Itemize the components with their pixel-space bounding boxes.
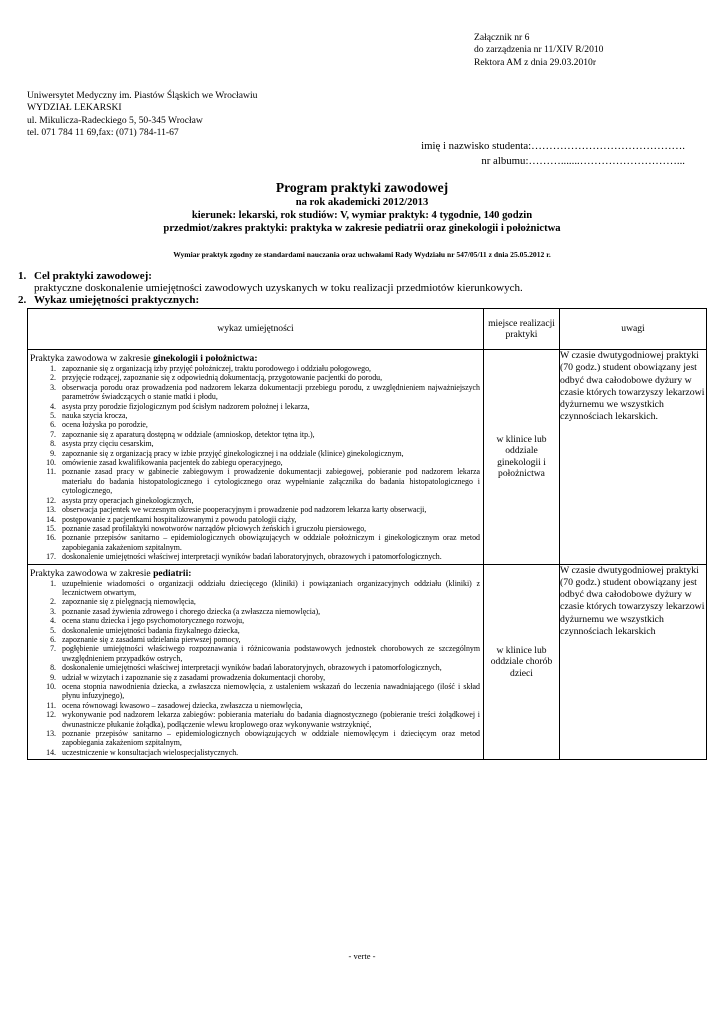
ped-section-title — [28, 565, 483, 579]
gyn-skills-cell — [28, 350, 484, 565]
list-item: 2. zapoznanie się z pielęgnacją niemowlęcia, — [58, 597, 480, 606]
list-item: 6. zapoznanie się z zasadami udzielania pierwszej pomocy, — [58, 635, 480, 644]
list-item: 7. zapoznanie się z aparaturą dostępną w oddziale (amnioskop, detektor tętna itp.), — [58, 430, 480, 439]
list-item: 14. uczestniczenie w konsultacjach wielospecjalistycznych. — [58, 748, 480, 757]
gyn-notes: W czasie dwutygodniowej praktyki (70 godz.) student obowiązany jest odbyć dwa całodobowe dyżury w czasie których towarzyszy lekarzowi dyżurnemu we wszystkich czynnościach lekarskich. — [560, 350, 707, 565]
table-header-row — [28, 309, 707, 350]
section-1-text: praktyczne doskonalenie umiejętności zawodowych uzyskanych w toku realizacji przedmiotów kierunkowych. — [34, 282, 523, 295]
list-item: 11. poznanie zasad pracy w gabinecie zabiegowym i prowadzenie dokumentacji zabiegowej, pobieranie pod nadzorem lekarza materiału do badania histopatologicznego i cytologicznego oraz wypełnianie załącznika do badania histopatologicznego i cytologicznego, — [58, 467, 480, 495]
skills-table — [27, 308, 707, 760]
annex-line: Rektora AM z dnia 29.03.2010r — [474, 56, 597, 68]
list-item: 9. zapoznanie się z organizacją pracy w izbie przyjęć ginekologicznej i na oddziale (klinice) ginekologicznym, — [58, 449, 480, 458]
list-item: 3. obserwacja porodu oraz prowadzenia pod nadzorem lekarza dokumentacji przebiegu porodu, z uwzględnieniem najważniejszych parametrów świadczących o stanie matki i płodu, — [58, 383, 480, 402]
document-title: Program praktyki zawodowej — [275, 180, 449, 195]
student-fields — [421, 139, 685, 169]
student-name-field: imię i nazwisko studenta:……………………………………. — [421, 140, 685, 152]
list-item: 1. uzupełnienie wiadomości o organizacji oddziału dziecięcego (kliniki) i powiązaniach organizacyjnych oddziału (kliniki) z lecznictwem otwartym, — [58, 579, 480, 598]
list-item: 8. doskonalenie umiejętności właściwej interpretacji wyników badań laboratoryjnych, obrazowych i patomorfologicznych, — [58, 663, 480, 672]
section-2-heading — [18, 294, 523, 306]
academic-year: na rok akademicki 2012/2013 — [295, 197, 429, 208]
ped-skill-list — [28, 579, 483, 758]
list-item: 10. omówienie zasad kwalifikowania pacjentek do zabiegu operacyjnego, — [58, 458, 480, 467]
ped-notes: W czasie dwutygodniowej praktyki (70 godz.) student obowiązany jest odbyć dwa całodobowe dyżury w czasie których towarzyszy lekarzowi dyżurnemu we wszystkich czynnościach lekarskich — [560, 564, 707, 760]
list-item: 5. nauka szycia krocza, — [58, 411, 480, 420]
university-address — [27, 90, 257, 140]
title-prefix: Praktyka zawodowa w zakresie — [30, 353, 154, 364]
section-number: 1. — [18, 270, 27, 282]
header-skills: wykaz umiejętności — [28, 309, 484, 350]
table-row — [28, 564, 707, 760]
verte-note: - verte - — [348, 951, 376, 961]
list-item: 16. poznanie przepisów sanitarno – epidemiologicznych obowiązujących w oddziale położniczym i ginekologicznym oraz metod zapobiegania zakażeniom szpitalnym. — [58, 533, 480, 552]
gyn-skill-list — [28, 364, 483, 562]
annex-line: Załącznik nr 6 — [474, 32, 530, 43]
list-item: 10. ocena stopnia nawodnienia dziecka, a zwłaszcza niemowlęcia, z ustaleniem wskazań do leczenia nawadniającego (ilość i skład płynu infuzyjnego), — [58, 682, 480, 701]
faculty-name: WYDZIAŁ LEKARSKI — [27, 102, 122, 114]
gyn-section-title — [28, 350, 483, 364]
sections — [18, 270, 523, 307]
list-item: 13. obserwacja pacjentek we wczesnym okresie pooperacyjnym i prowadzenie pod nadzorem lekarza karty obserwacji, — [58, 505, 480, 514]
list-item: 1. zapoznanie się z organizacją izby przyjęć położniczej, traktu porodowego i oddziału połogowego, — [58, 364, 480, 373]
gyn-place: w klinice lub oddziale ginekologii i położnictwa — [484, 350, 560, 565]
table-row — [28, 350, 707, 565]
university-name: Uniwersytet Medyczny im. Piastów Śląskich we Wrocławiu — [27, 90, 258, 101]
list-item: 14. postępowanie z pacjentkami hospitalizowanymi z powodu patologii ciąży, — [58, 515, 480, 524]
list-item: 4. ocena stanu dziecka i jego psychomotorycznego rozwoju, — [58, 616, 480, 625]
practice-subject: przedmiot/zakres praktyki: praktyka w zakresie pediatrii oraz ginekologii i położnictwa — [163, 223, 561, 234]
header-notes: uwagi — [560, 309, 707, 350]
ped-skills-cell — [28, 564, 484, 760]
phone-fax: tel. 071 784 11 69,fax: (071) 784-11-67 — [27, 127, 179, 139]
list-item: 5. doskonalenie umiejętności badania fizykalnego dziecka, — [58, 626, 480, 635]
document-titles — [0, 180, 724, 235]
list-item: 12. asysta przy operacjach ginekologicznych, — [58, 496, 480, 505]
list-item: 2. przyjęcie rodzącej, zapoznanie się z odpowiednią dokumentacją, przygotowanie pacjentki do porodu, — [58, 373, 480, 382]
street-address: ul. Mikulicza-Radeckiego 5, 50-345 Wrocław — [27, 114, 203, 126]
header-place: miejsce realizacji praktyki — [484, 309, 560, 350]
list-item: 7. pogłębienie umiejętności właściwego rozpoznawania i różnicowania podstawowych jednostek chorobowych ze szczególnym uwzględnieniem przypadków ostrych, — [58, 644, 480, 663]
list-item: 4. asysta przy porodzie fizjologicznym pod ścisłym nadzorem położnej i lekarza, — [58, 402, 480, 411]
section-1-heading — [18, 270, 523, 282]
field-of-study: kierunek: lekarski, rok studiów: V, wymiar praktyk: 4 tygodnie, 140 godzin — [191, 210, 533, 221]
list-item: 11. ocena równowagi kwasowo – zasadowej dziecka, zwłaszcza u niemowlęcia, — [58, 701, 480, 710]
section-title: Cel praktyki zawodowej: — [34, 270, 152, 282]
list-item: 8. asysta przy cięciu cesarskim, — [58, 439, 480, 448]
list-item: 12. wykonywanie pod nadzorem lekarza zabiegów: pobierania materiału do badania diagnostycznego (pobieranie treści żołądkowej i dwunastnicze płukanie żołądka), podłączenie wlewu kroplowego oraz wykonywanie wstrzyknięć, — [58, 710, 480, 729]
annex-reference — [474, 32, 603, 69]
list-item: 17. doskonalenie umiejętności właściwej interpretacji wyników badań laboratoryjnych, obrazowych i patomorfologicznych. — [58, 552, 480, 561]
album-number-field: nr albumu:……….......………………………... — [481, 155, 685, 167]
section-title: Wykaz umiejętności praktycznych: — [34, 294, 200, 307]
title-bold: ginekologii i położnictwa: — [153, 353, 258, 364]
list-item: 13. poznanie przepisów sanitarno – epidemiologicznych obowiązujących w oddziale niemowlęcym i dziecięcym oraz metod zapobiegania zakażeniom szpitalnym, — [58, 729, 480, 748]
list-item: 9. udział w wizytach i zapoznanie się z zasadami prowadzenia dokumentacji choroby, — [58, 673, 480, 682]
section-number: 2. — [18, 294, 27, 307]
list-item: 15. poznanie zasad profilaktyki nowotworów narządów płciowych żeńskich i gruczołu piersiowego, — [58, 524, 480, 533]
annex-line: do zarządzenia nr 11/XIV R/2010 — [474, 44, 604, 56]
title-bold: pediatrii: — [153, 567, 192, 579]
title-prefix: Praktyka zawodowa w zakresie — [30, 567, 154, 579]
norm-statement: Wymiar praktyk zgodny ze standardami nauczania oraz uchwałami Rady Wydziału nr 547/05/11 z dnia 25.05.2012 r. — [173, 250, 551, 259]
ped-place: w klinice lub oddziale chorób dzieci — [484, 564, 560, 760]
list-item: 6. ocena łożyska po porodzie, — [58, 420, 480, 429]
list-item: 3. poznanie zasad żywienia zdrowego i chorego dziecka (a zwłaszcza niemowlęcia), — [58, 607, 480, 616]
